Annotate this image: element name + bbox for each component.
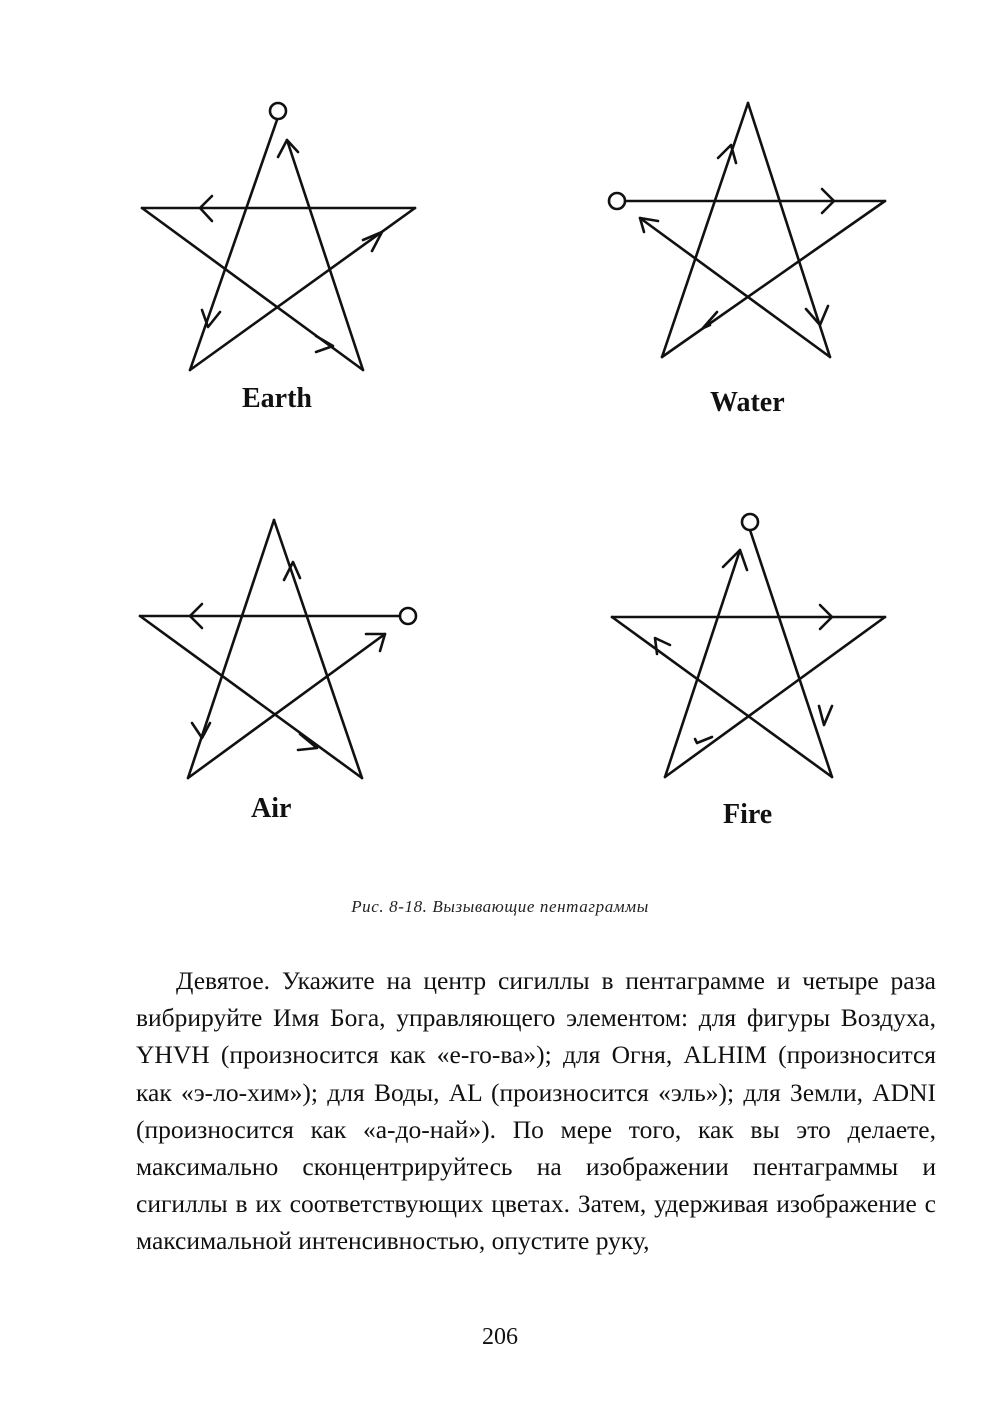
figure-label-earth: Earth (242, 383, 312, 414)
page-number: 206 (482, 1324, 518, 1350)
pentagram-water-lines (625, 103, 885, 357)
arrow-head (316, 336, 333, 352)
pentagram-air-lines (140, 520, 400, 778)
arrow-head (695, 737, 712, 743)
pentagram-air (130, 510, 430, 810)
figure-label-water: Water (710, 387, 785, 418)
figure-water (600, 95, 900, 425)
figure-label-air: Air (251, 793, 292, 824)
figure-fire (600, 510, 900, 840)
figure-caption: Рис. 8-18. Вызывающие пентаграммы (351, 897, 649, 916)
arrow-head (819, 706, 832, 725)
start-circle (742, 514, 758, 530)
arrow-head (278, 140, 298, 157)
pentagram-fire (600, 510, 900, 810)
start-circle (400, 608, 416, 624)
figure-air (130, 510, 430, 840)
figure-label-fire: Fire (723, 799, 773, 830)
figure-earth (130, 95, 430, 425)
arrow-head (363, 232, 382, 251)
start-circle (609, 193, 625, 209)
arrow-head (192, 723, 210, 738)
start-circle (270, 103, 286, 119)
pentagram-fire-lines (612, 530, 885, 777)
pentagram-earth (130, 95, 430, 395)
arrow-head (655, 638, 670, 654)
pentagram-water (600, 95, 900, 395)
body-paragraph: Девятое. Укажите на центр сигиллы в пентаграмме и четыре раза вибрируйте Имя Бога, управляющего элементом: для фигуры Воздуха, YHVH (произносится как «е-го-ва»); для Огня, ALHIM (произносится как «э-ло-хим»); для Воды, AL (произносится «эль»); для Земли, ADNI (произносится как «а-до-най»). По мере того, как вы это делаете, максимально сконцентрируйтесь на изображении пентаграммы и сигиллы в их соответствующих цветах. Затем, удерживая изображение с максимальной интенсивностью, опустите руку, (136, 966, 936, 1256)
